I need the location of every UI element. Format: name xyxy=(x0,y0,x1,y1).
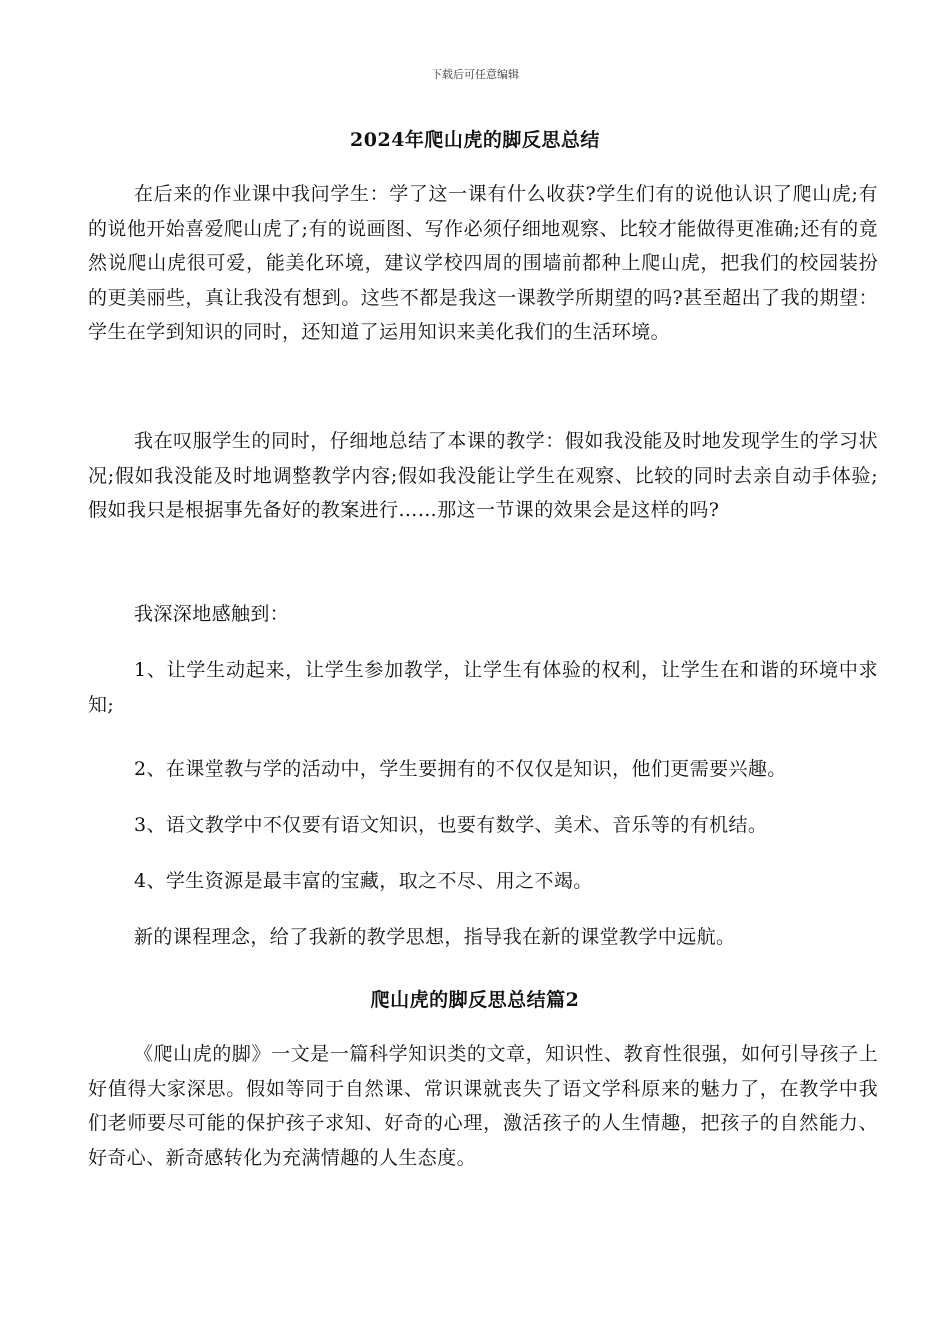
list-item-2: 2、在课堂教与学的活动中，学生要拥有的不仅仅是知识，他们更需要兴趣。 xyxy=(134,758,787,780)
paragraph-3: 我深深地感触到： xyxy=(134,603,290,625)
paragraph-closing: 新的课程理念，给了我新的教学思想，指导我在新的课堂教学中远航。 xyxy=(134,926,736,948)
paragraph-1: 在后来的作业课中我问学生：学了这一课有什么收获?学生们有的说他认识了爬山虎;有的说他开始喜爱爬山虎了;有的说画图、写作必须仔细地观察、比较才能做得更准确;还有的竟然说爬山虎很可爱，能美化环境，建议学校四周的围墙前都种上爬山虎，把我们的校园装扮的更美丽些，真让我没有想到。这些不都是我这一课教学所期望的吗?甚至超出了我的期望：学生在学到知识的同时，还知道了运用知识来美化我们的生活环境。 xyxy=(88,183,878,343)
document-title: 2024年爬山虎的脚反思总结 xyxy=(350,129,600,151)
section-2-paragraph: 《爬山虎的脚》一文是一篇科学知识类的文章，知识性、教育性很强，如何引导孩子上好值得大家深思。假如等同于自然课、常识课就丧失了语文学科原来的魅力了，在教学中我们老师要尽可能的保护孩子求知、好奇的心理，激活孩子的人生情趣，把孩子的自然能力、好奇心、新奇感转化为充满情趣的人生态度。 xyxy=(88,1043,878,1169)
section-2-title: 爬山虎的脚反思总结篇2 xyxy=(370,989,580,1011)
list-item-1: 1、让学生动起来，让学生参加教学，让学生有体验的权利，让学生在和谐的环境中求知; xyxy=(88,659,878,716)
list-item-3: 3、语文教学中不仅要有语文知识，也要有数学、美术、音乐等的有机结。 xyxy=(134,814,768,836)
header-note: 下载后可任意编辑 xyxy=(431,68,519,81)
list-item-4: 4、学生资源是最丰富的宝藏，取之不尽、用之不竭。 xyxy=(134,870,593,892)
paragraph-2: 我在叹服学生的同时，仔细地总结了本课的教学：假如我没能及时地发现学生的学习状况;假如我没能及时地调整教学内容;假如我没能让学生在观察、比较的同时去亲自动手体验;假如我只是根据事先备好的教案进行……那这一节课的效果会是这样的吗? xyxy=(88,430,878,521)
